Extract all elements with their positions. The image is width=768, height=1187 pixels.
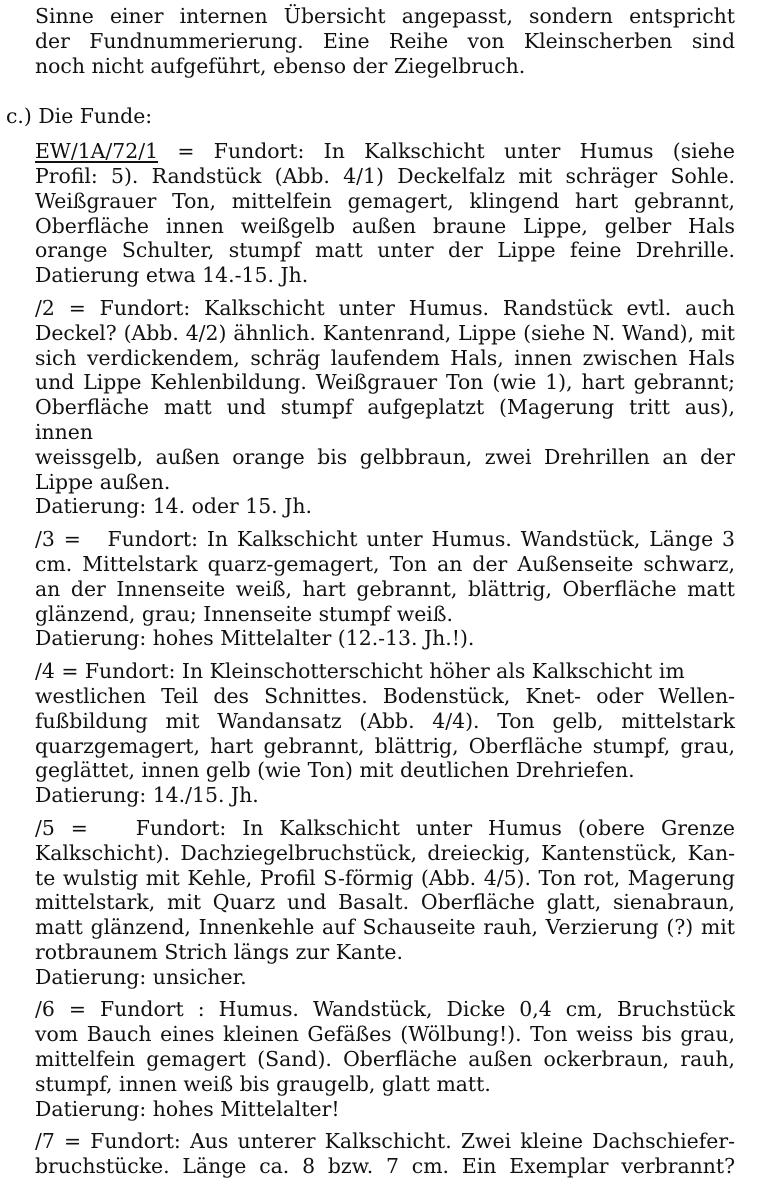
dating-line: Datierung etwa 14.-15. Jh. [35,263,309,288]
entry-line: fußbildung mit Wandansatz (Abb. 4/4). Ton gelb, mittelstark [35,708,735,733]
entry-line: Weißgrauer Ton, mittelfein gemagert, klingend hart gebrannt, [35,188,735,213]
entry-line: sich verdickendem, schräg laufendem Hals, innen zwischen Hals [35,345,735,370]
dating-line: Datierung: 14. oder 15. Jh. [35,494,312,519]
intro-line: der Fundnummerierung. Eine Reihe von Kleinscherben sind [35,28,735,53]
entry-line: quarzgemagert, hart gebrannt, blättrig, Oberfläche stumpf, grau, [35,733,735,758]
entry-line: matt glänzend, Innenkehle auf Schauseite rauh, Verzierung (?) mit [35,915,735,940]
entry-line [35,527,735,552]
entry-line [35,139,735,164]
find-entry [35,816,735,990]
find-entry [35,296,735,519]
find-entry [35,527,735,651]
entry-text: = Fundort: In Kleinschotterschicht höher als Kalkschicht im [54,659,685,684]
dating-line: Datierung: unsicher. [35,964,247,989]
entry-line: Lippe außen. [35,469,171,494]
entry-line: Profil: 5). Randstück (Abb. 4/1) Deckelfalz mit schräger Sohle. [35,163,735,188]
find-id: /2 [35,295,55,320]
entry-line: Kalkschicht). Dachziegelbruchstück, dreieckig, Kantenstück, Kan- [35,840,735,865]
entry-line: geglättet, innen gelb (wie Ton) mit deutlichen Drehriefen. [35,758,635,783]
entry-line: Oberfläche matt und stumpf aufgeplatzt (Magerung tritt aus), innen [35,395,735,444]
entry-line: te wulstig mit Kehle, Profil S-förmig (Abb. 4/5). Ton rot, Magerung [35,865,735,890]
intro-line: Sinne einer internen Übersicht angepasst, sondern entspricht [35,4,735,28]
entry-line: Oberfläche innen weißgelb außen braune Lippe, gelber Hals [35,213,735,238]
find-id: /5 [35,815,55,840]
entry-line [35,1129,735,1154]
dating-line: Datierung: 14./15. Jh. [35,783,259,808]
dating-line: Datierung: hohes Mittelalter (12.-13. Jh.!). [35,626,475,651]
entry-text: = Fundort: In Kalkschicht unter Humus. Wandstück, Länge 3 [54,527,735,552]
find-id: /4 [35,659,55,684]
entry-text: = Fundort: Aus unterer Kalkschicht. Zwei kleine Dachschiefer- [54,1129,735,1154]
find-id: EW/1A/72/1 [35,139,159,164]
entry-line [35,816,735,841]
intro-paragraph [35,4,735,78]
section-heading: c.) Die Funde: [6,104,153,129]
find-entry [35,997,735,1121]
find-id: /6 [35,997,55,1022]
entry-line: vom Bauch eines kleinen Gefäßes (Wölbung!). Ton weiss bis grau, [35,1022,735,1047]
find-id: /3 [35,527,55,552]
entry-line: bruchstücke. Länge ca. 8 bzw. 7 cm. Ein Exemplar verbrannt? [35,1154,735,1179]
entry-line [35,997,735,1022]
entry-line: an der Innenseite weiß, hart gebrannt, blättrig, Oberfläche matt [35,576,735,601]
find-entry [35,139,735,288]
dating-line: Datierung: hohes Mittelalter! [35,1096,340,1121]
entry-line: mittelstark, mit Quarz und Basalt. Oberfläche glatt, sienabraun, [35,890,735,915]
entry-text: = Fundort: In Kalkschicht unter Humus (obere Grenze [54,815,735,840]
entry-line [35,296,735,321]
entry-text: = Fundort: In Kalkschicht unter Humus (siehe [158,139,735,164]
intro-line: noch nicht aufgeführt, ebenso der Ziegelbruch. [35,53,526,78]
entry-text: = Fundort : Humus. Wandstück, Dicke 0,4 cm, Bruchstück [54,997,735,1022]
entry-line: Deckel? (Abb. 4/2) ähnlich. Kantenrand, Lippe (siehe N. Wand), mit [35,320,735,345]
entry-line: stumpf, innen weiß bis graugelb, glatt matt. [35,1071,491,1096]
entry-line: weissgelb, außen orange bis gelbbraun, zwei Drehrillen an der [35,444,735,469]
entry-line: rotbraunem Strich längs zur Kante. [35,939,403,964]
find-entry [35,659,735,808]
entry-line: und Lippe Kehlenbildung. Weißgrauer Ton (wie 1), hart gebrannt; [35,370,735,395]
entry-text: = Fundort: Kalkschicht unter Humus. Randstück evtl. auch [54,295,735,320]
entry-line: westlichen Teil des Schnittes. Bodenstück, Knet- oder Wellen- [35,683,735,708]
entry-line: glänzend, grau; Innenseite stumpf weiß. [35,601,453,626]
find-id: /7 [35,1129,55,1154]
entry-line [35,659,735,684]
entry-line: cm. Mittelstark quarz-gemagert, Ton an der Außenseite schwarz, [35,551,735,576]
find-entry [35,1129,735,1179]
entry-line: orange Schulter, stumpf matt unter der Lippe feine Drehrille. [35,238,735,263]
document-page [6,4,735,1187]
entry-line: mittelfein gemagert (Sand). Oberfläche außen ockerbraun, rauh, [35,1047,735,1072]
